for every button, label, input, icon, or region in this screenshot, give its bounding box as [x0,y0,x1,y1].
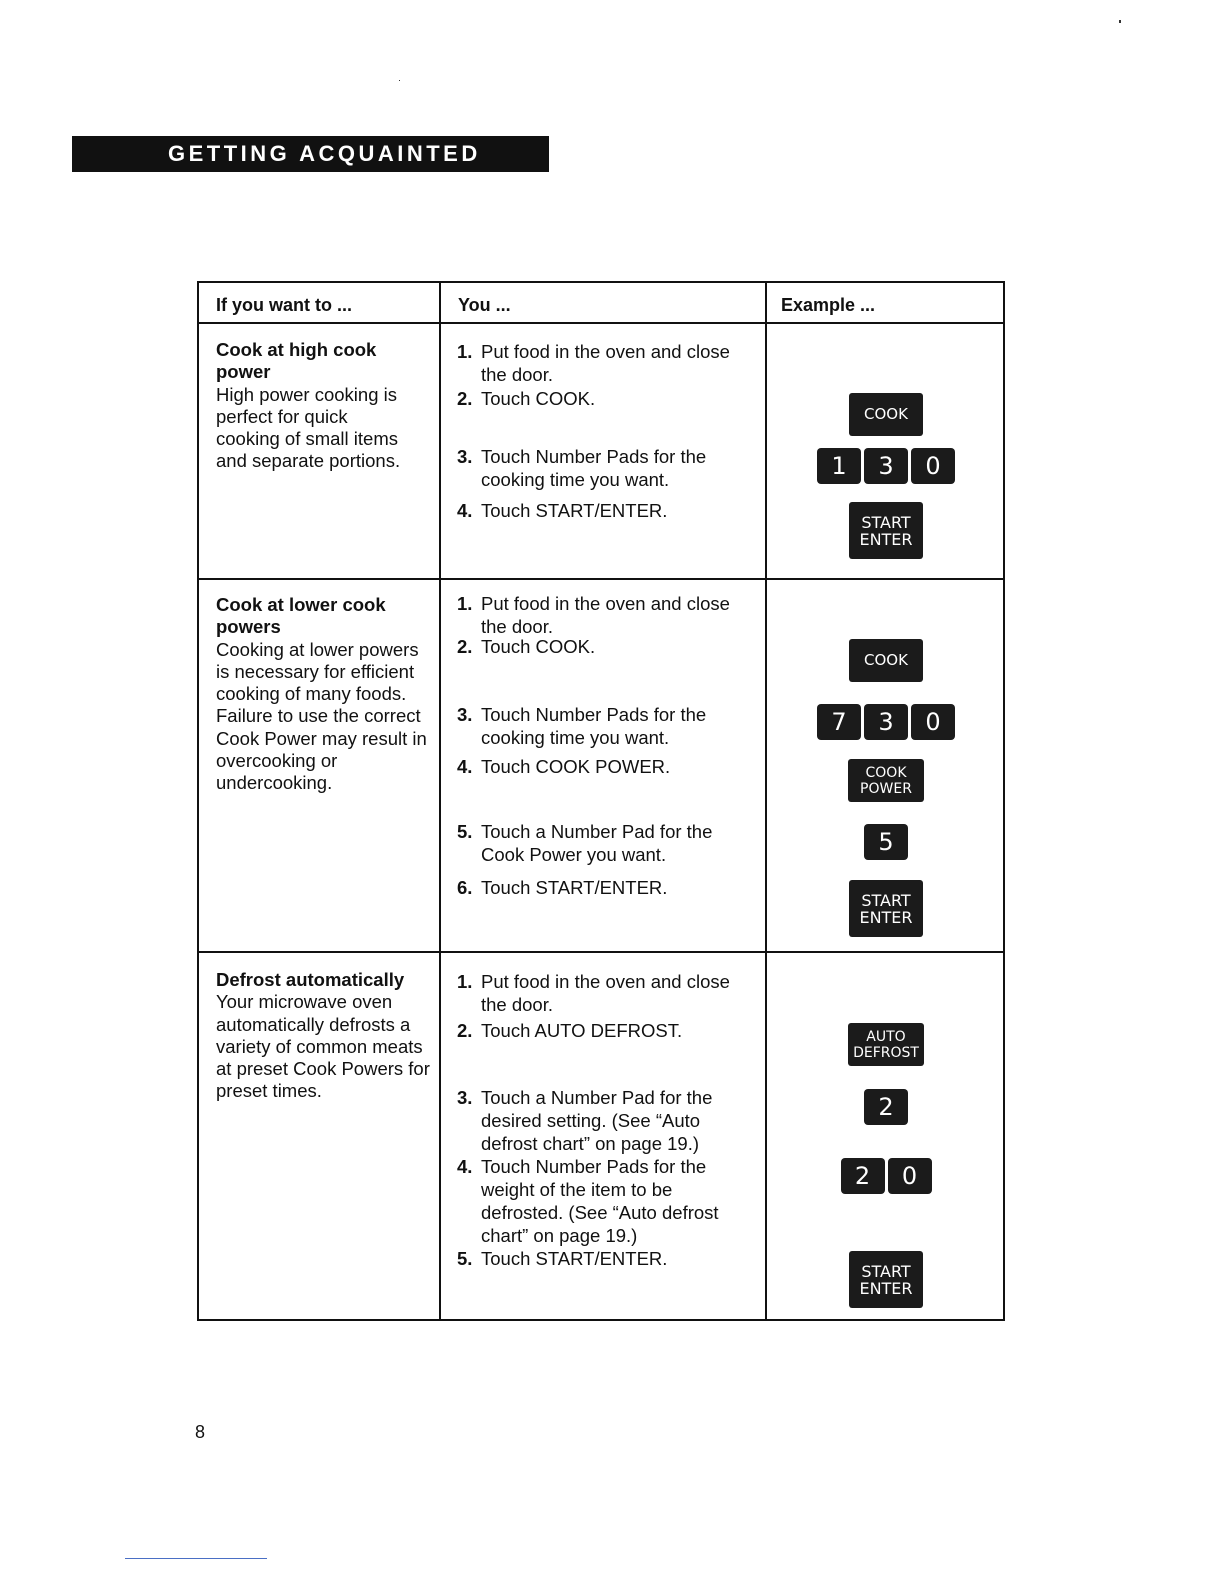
example-time-digits [767,704,1005,740]
number-key: 0 [911,704,955,740]
step-number: 4. [457,756,473,777]
step-text: Put food in the oven and close the door. [481,341,730,385]
row-description: Cooking at lower powers is necessary for efficient cooking of many foods. Failure to use the correct Cook Power may result in overcooking or undercooking. [216,638,427,794]
step-number: 4. [457,500,473,521]
step-number: 5. [457,1248,473,1269]
row-title: Defrost automatically [216,969,405,990]
step-item [457,970,757,1016]
step-text: Touch Number Pads for the weight of the item to be defrosted. (See “Auto defrost chart” on page 19.) [481,1156,719,1246]
step-item [457,445,747,491]
step-number: 3. [457,704,473,725]
number-key: 3 [864,704,908,740]
step-text: Touch a Number Pad for the desired setting. (See “Auto defrost chart” on page 19.) [481,1087,713,1154]
key-label: ENTER [859,529,913,549]
auto-defrost-key [848,1023,924,1066]
step-item [457,592,757,638]
number-key: 2 [841,1158,885,1194]
column-header-example: Example ... [781,295,876,315]
instructions-table [197,281,1005,1321]
step-number: 1. [457,971,473,992]
cook-key: COOK [849,393,923,436]
step-item [457,1155,747,1247]
step-item [457,1247,757,1270]
step-number: 3. [457,1087,473,1108]
key-label: COOK [865,764,907,781]
step-item [457,340,757,386]
step-text: Touch Number Pads for the cooking time you want. [481,704,707,748]
step-text: Touch START/ENTER. [481,500,668,521]
example-weight-digits [767,1158,1005,1194]
step-item [457,387,757,410]
step-item [457,1086,747,1155]
example-cook-power [767,759,1005,802]
step-item [457,755,757,778]
key-label: START [861,512,911,532]
example-auto-defrost [767,1023,1005,1066]
column-divider [439,283,441,1319]
example-cook [767,393,1005,436]
key-label: START [861,1261,911,1281]
start-enter-key [849,502,923,559]
step-text: Touch START/ENTER. [481,1248,668,1269]
row-goal-auto-defrost [216,969,431,1103]
step-number: 1. [457,593,473,614]
number-key: 1 [817,448,861,484]
number-key: 7 [817,704,861,740]
step-number: 4. [457,1156,473,1177]
example-power-level [767,824,1005,860]
footer-rule [125,1558,267,1559]
number-key: 2 [864,1089,908,1125]
start-enter-key [849,1251,923,1308]
row-description: Your microwave oven automatically defrosts a variety of common meats at preset Cook Powers for preset times. [216,991,430,1102]
step-number: 1. [457,341,473,362]
key-label: POWER [860,780,912,797]
step-item [457,703,747,749]
step-item [457,635,757,658]
step-text: Put food in the oven and close the door. [481,971,730,1015]
step-number: 2. [457,636,473,657]
page-number: 8 [195,1422,206,1442]
row-goal-high-power [216,339,416,473]
step-text: Touch COOK POWER. [481,756,671,777]
example-start [767,880,1005,937]
step-number: 6. [457,877,473,898]
step-text: Touch COOK. [481,636,596,657]
step-item [457,1019,757,1042]
key-label: AUTO [866,1028,906,1045]
number-key: 3 [864,448,908,484]
step-text: Put food in the oven and close the door. [481,593,730,637]
key-label: ENTER [859,907,913,927]
step-item [457,820,747,866]
number-key: 0 [888,1158,932,1194]
header-divider [199,322,1003,324]
column-header-goal: If you want to ... [216,295,352,315]
step-text: Touch AUTO DEFROST. [481,1020,683,1041]
number-key: 5 [864,824,908,860]
row-goal-lower-power [216,594,431,795]
number-key: 0 [911,448,955,484]
scan-speck [1119,20,1121,23]
section-header-bar [72,136,549,172]
scan-speck [399,80,400,81]
step-text: Touch START/ENTER. [481,877,668,898]
row-divider [199,951,1003,953]
example-setting [767,1089,1005,1125]
step-number: 2. [457,388,473,409]
key-label: ENTER [859,1278,913,1298]
cook-key: COOK [849,639,923,682]
example-cook [767,639,1005,682]
row-title: Cook at high cook power [216,339,377,383]
row-divider [199,578,1003,580]
start-enter-key [849,880,923,937]
column-header-steps: You ... [458,295,511,315]
cook-power-key [848,759,924,802]
step-number: 3. [457,446,473,467]
step-number: 2. [457,1020,473,1041]
step-number: 5. [457,821,473,842]
step-text: Touch Number Pads for the cooking time you want. [481,446,707,490]
key-label: START [861,890,911,910]
row-title: Cook at lower cook powers [216,594,386,638]
section-title: GETTING ACQUAINTED [168,141,481,166]
key-label: DEFROST [853,1044,919,1061]
step-item [457,499,757,522]
example-time-digits [767,448,1005,484]
step-text: Touch COOK. [481,388,596,409]
step-text: Touch a Number Pad for the Cook Power you want. [481,821,713,865]
row-description: High power cooking is perfect for quick cooking of small items and separate portions. [216,383,401,472]
example-start [767,1251,1005,1308]
example-start [767,502,1005,559]
step-item [457,876,757,899]
